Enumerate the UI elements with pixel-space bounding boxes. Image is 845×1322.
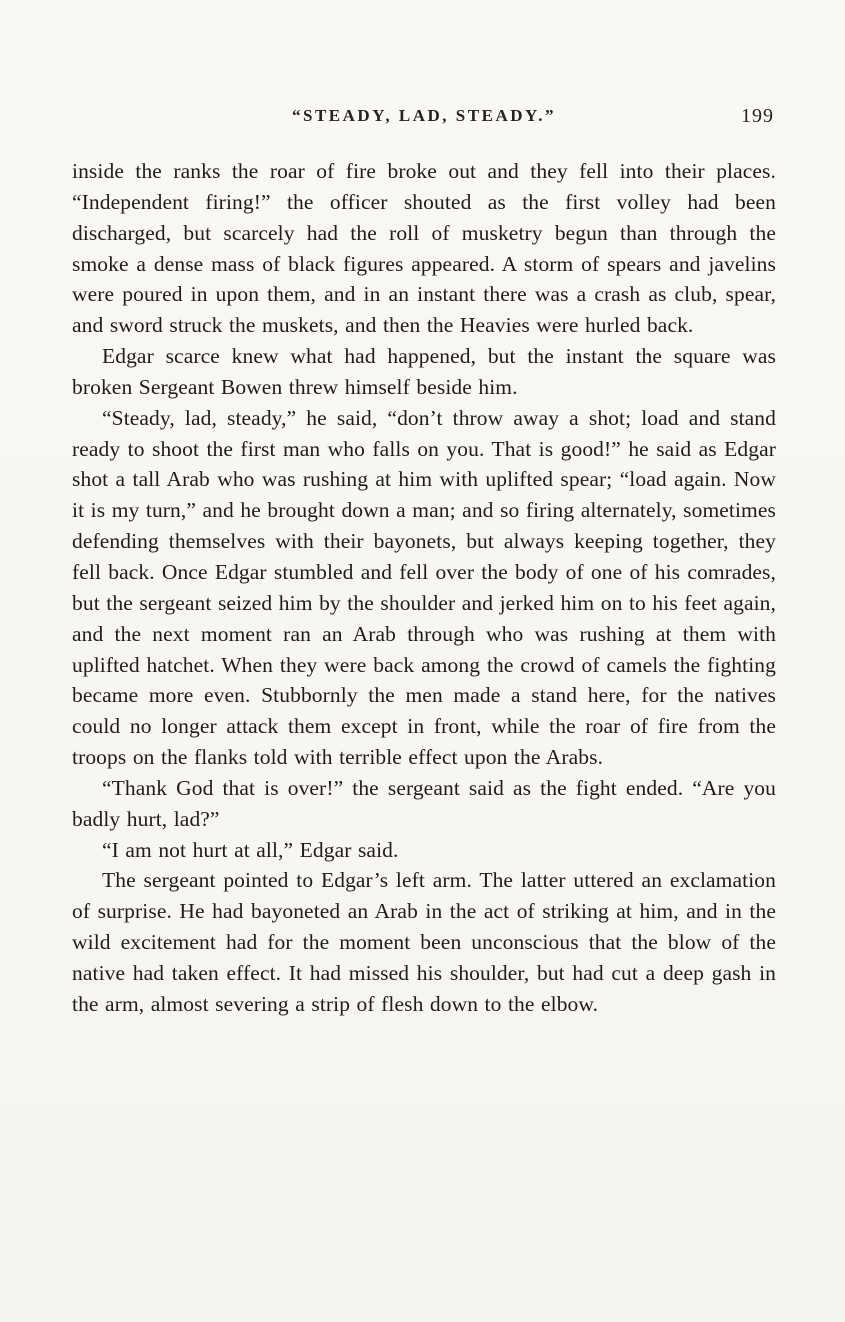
page-header (72, 106, 776, 132)
paragraph: Edgar scarce knew what had happened, but the instant the square was broken Sergeant Bowen threw himself beside him. (72, 344, 776, 399)
paragraph: “Thank God that is over!” the sergeant said as the fight ended. “Are you badly hurt, lad?” (72, 775, 776, 831)
page-number: 199 (741, 105, 774, 127)
paragraph: inside the ranks the roar of fire broke out and they fell into their places. “Independent firing!” the officer shouted as the first volley had been discharged, but scarcely had the roll of musketry begun than through the smoke a dense mass of black figures appeared. A storm of spears and javelins were poured in upon them, and in an instant there was a crash as club, spear, and sword struck the muskets, and then the Heavies were hurled back. (72, 159, 776, 338)
paragraph: “I am not hurt at all,” Edgar said. (102, 837, 399, 862)
running-head-title: “STEADY, LAD, STEADY.” (292, 106, 556, 125)
paragraph: “Steady, lad, steady,” he said, “don’t throw away a shot; load and stand ready to shoot the first man who falls on you. That is good!” he said as Edgar shot a tall Arab who was rushing at him with uplifted spear; “load again. Now it is my turn,” and he brought down a man; and so firing alternately, sometimes defending themselves with their bayonets, but always keeping together, they fell back. Once Edgar stumbled and fell over the body of one of his comrades, but the sergeant seized him by the shoulder and jerked him on to his feet again, and the next moment ran an Arab through who was rushing at them with uplifted hatchet. When they were back among the crowd of camels the fighting became more even. Stubbornly the men made a stand here, for the natives could no longer attack them except in front, while the roar of fire from the troops on the flanks told with terrible effect upon the Arabs. (72, 405, 776, 770)
paragraph: The sergeant pointed to Edgar’s left arm. The latter uttered an exclamation of surprise. He had bayoneted an Arab in the act of striking at him, and in the wild excitement had for the moment been unconscious that the blow of the native had taken effect. It had missed his shoulder, but had cut a deep gash in the arm, almost severing a strip of flesh down to the elbow. (72, 868, 776, 1016)
page-body (72, 156, 776, 1020)
